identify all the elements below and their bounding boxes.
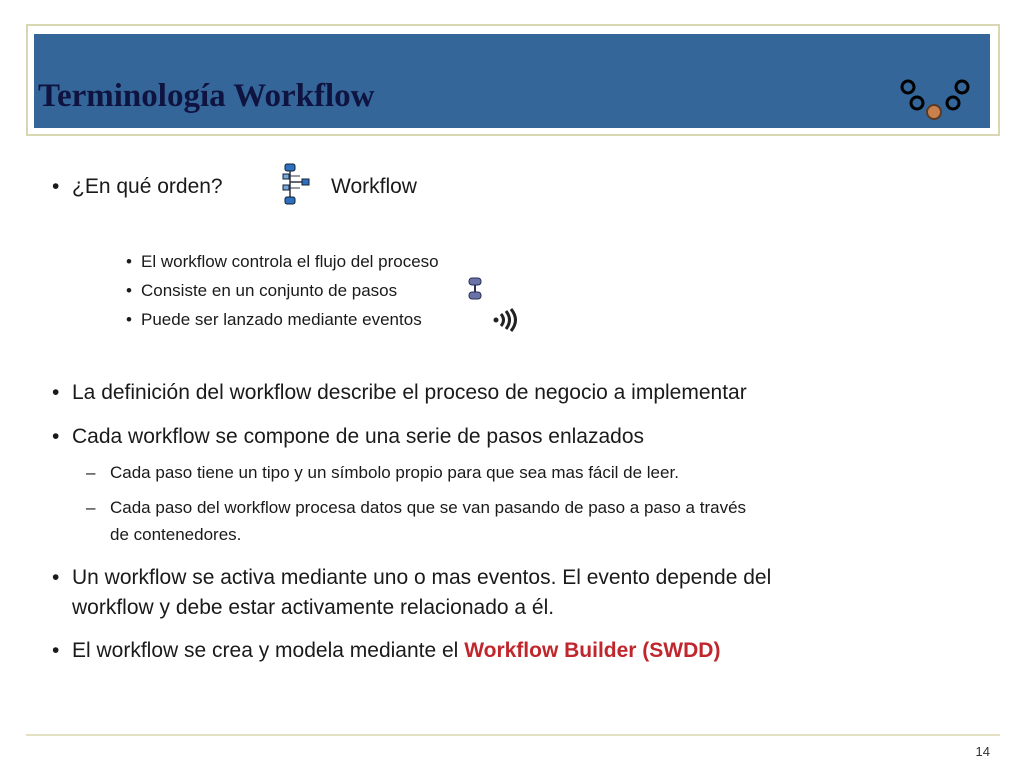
bullet-marker: • <box>52 639 60 662</box>
sub-bullet-launched-by-events: Puede ser lanzado mediante eventos <box>141 310 422 329</box>
page-number: 14 <box>975 744 990 759</box>
sub-dash-containers-line1: Cada paso del workflow procesa datos que se van pasando de paso a paso a través <box>110 498 747 517</box>
event-icon <box>490 308 520 332</box>
bullet-composed-of-steps: Cada workflow se compone de una serie de pasos enlazados <box>72 425 645 448</box>
footer-divider <box>26 734 1000 736</box>
sub-dash-step-type: Cada paso tiene un tipo y un símbolo propio para que sea mas fácil de leer. <box>110 463 679 482</box>
bullet-marker: • <box>52 566 60 589</box>
bullet-activation-line1: Un workflow se activa mediante uno o mas eventos. El evento depende del <box>72 566 772 589</box>
step-icon <box>465 276 485 302</box>
workflow-builder-highlight: Workflow Builder (SWDD) <box>464 639 721 662</box>
workflow-term: Workflow <box>331 175 417 198</box>
dash-marker: – <box>86 498 96 517</box>
bullet-builder <box>72 638 720 664</box>
bullet-activation-line2: workflow y debe estar activamente relacionado a él. <box>72 596 555 619</box>
bullet-marker: • <box>52 175 60 198</box>
workflow-diagram-icon <box>280 162 314 206</box>
sub-dash-containers-line2: de contenedores. <box>110 525 242 544</box>
bullet-builder-text: El workflow se crea y modela mediante el <box>72 639 459 662</box>
bullet-marker: • <box>126 310 132 329</box>
bullet-order-question: ¿En qué orden? <box>72 175 223 198</box>
bullet-marker: • <box>126 252 132 271</box>
bullet-marker: • <box>52 425 60 448</box>
dash-marker: – <box>86 463 96 482</box>
sub-bullet-set-of-steps: Consiste en un conjunto de pasos <box>141 281 398 300</box>
sub-bullet-controls-flow: El workflow controla el flujo del proceso <box>141 252 439 271</box>
bullet-marker: • <box>52 381 60 404</box>
slide-title: Terminología Workflow <box>38 78 375 114</box>
bullet-marker: • <box>126 281 132 300</box>
logo-circles-icon <box>896 76 976 120</box>
bullet-definition: La definición del workflow describe el proceso de negocio a implementar <box>72 381 747 404</box>
